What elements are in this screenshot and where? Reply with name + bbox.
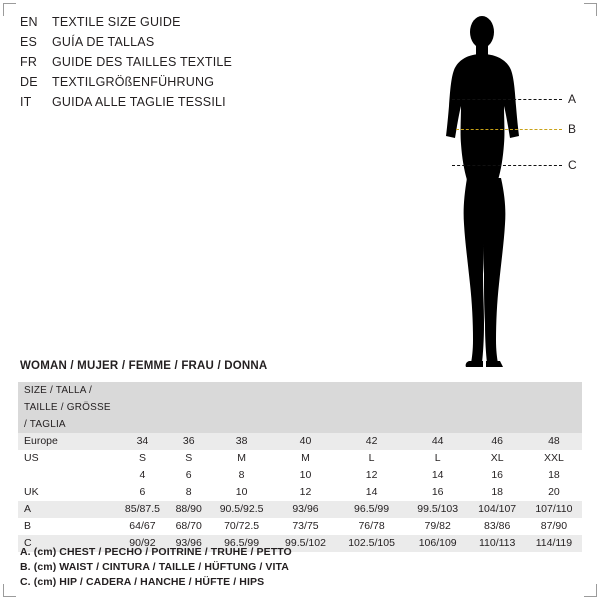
table-header-col-3 — [209, 382, 275, 433]
cell: XXL — [526, 450, 582, 467]
cell: 46 — [469, 433, 526, 450]
cell: 36 — [169, 433, 209, 450]
cell: 110/113 — [469, 535, 526, 552]
cell: 18 — [526, 467, 582, 484]
table-row — [18, 433, 582, 450]
language-code-de: DE — [20, 75, 38, 89]
cell: 6 — [169, 467, 209, 484]
hip-measure-label: C — [568, 158, 577, 172]
cell: L — [336, 450, 407, 467]
cell: 14 — [407, 467, 469, 484]
table-header-size-label: SIZE / TALLA / TAILLE / GRÖSSE / TAGLIA — [24, 385, 111, 430]
cell: 85/87.5 — [116, 501, 169, 518]
table-header-col-2 — [169, 382, 209, 433]
table-header-col-6 — [407, 382, 469, 433]
cell: 20 — [526, 484, 582, 501]
cell: 4 — [116, 467, 169, 484]
table-row — [18, 484, 582, 501]
cell: 12 — [336, 467, 407, 484]
language-title-list — [20, 15, 320, 115]
chest-measure-label: A — [568, 92, 577, 106]
cell: 34 — [116, 433, 169, 450]
measurement-legend — [20, 545, 440, 590]
cell: 16 — [407, 484, 469, 501]
cell: 96.5/99 — [336, 501, 407, 518]
cell: 12 — [275, 484, 337, 501]
language-row-fr — [20, 55, 320, 75]
row-label: UK — [18, 484, 116, 501]
cell: 8 — [169, 484, 209, 501]
language-title-fr: GUIDE DES TAILLES TEXTILE — [52, 55, 233, 69]
cell: S — [169, 450, 209, 467]
table-header-col-4 — [275, 382, 337, 433]
female-silhouette-icon — [420, 10, 590, 370]
row-label: C — [18, 535, 116, 552]
cell: 40 — [275, 433, 337, 450]
cell: XL — [469, 450, 526, 467]
table-row — [18, 518, 582, 535]
cell: 99.5/103 — [407, 501, 469, 518]
cell: 99.5/102 — [275, 535, 337, 552]
cell: 73/75 — [275, 518, 337, 535]
cell: 102.5/105 — [336, 535, 407, 552]
size-table — [18, 382, 582, 552]
row-label: B — [18, 518, 116, 535]
table-header-col-1 — [116, 382, 169, 433]
table-header-col-7 — [469, 382, 526, 433]
table-header-col-8 — [526, 382, 582, 433]
hip-measure-line — [452, 165, 562, 166]
table-row — [18, 467, 582, 484]
legend-chest: A. (cm) CHEST / PECHO / POITRINE / TRUHE / PETTO — [20, 546, 292, 558]
table-header-row — [18, 382, 582, 433]
section-title-woman: WOMAN / MUJER / FEMME / FRAU / DONNA — [20, 360, 268, 372]
cell: 114/119 — [526, 535, 582, 552]
language-row-it — [20, 95, 320, 115]
cell: 90.5/92.5 — [209, 501, 275, 518]
row-label: US — [18, 450, 116, 467]
language-title-it: GUIDA ALLE TAGLIE TESSILI — [52, 95, 226, 109]
cell: 68/70 — [169, 518, 209, 535]
cell: 18 — [469, 484, 526, 501]
cell: 83/86 — [469, 518, 526, 535]
language-title-en: TEXTILE SIZE GUIDE — [52, 15, 181, 29]
cell: 48 — [526, 433, 582, 450]
cell: 90/92 — [116, 535, 169, 552]
cell: M — [275, 450, 337, 467]
female-body-figure — [420, 10, 590, 370]
table-header-col-5 — [336, 382, 407, 433]
cell: 93/96 — [275, 501, 337, 518]
language-code-fr: FR — [20, 55, 38, 69]
corner-mark-top-left — [3, 3, 16, 16]
cell: 44 — [407, 433, 469, 450]
table-row — [18, 501, 582, 518]
cell: 14 — [336, 484, 407, 501]
chest-measure-line — [452, 99, 562, 100]
cell: 6 — [116, 484, 169, 501]
cell: 10 — [209, 484, 275, 501]
language-row-es — [20, 35, 320, 55]
cell: 106/109 — [407, 535, 469, 552]
cell: 93/96 — [169, 535, 209, 552]
cell: L — [407, 450, 469, 467]
language-title-de: TEXTILGRÖßENFÜHRUNG — [52, 75, 215, 89]
language-row-en — [20, 15, 320, 35]
corner-mark-bottom-left — [3, 584, 16, 597]
language-code-es: ES — [20, 35, 38, 49]
cell: 10 — [275, 467, 337, 484]
cell: M — [209, 450, 275, 467]
language-title-es: GUÍA DE TALLAS — [52, 35, 155, 49]
cell: 104/107 — [469, 501, 526, 518]
table-row — [18, 450, 582, 467]
cell: S — [116, 450, 169, 467]
row-label — [18, 467, 116, 484]
cell: 70/72.5 — [209, 518, 275, 535]
cell: 8 — [209, 467, 275, 484]
cell: 16 — [469, 467, 526, 484]
language-row-de — [20, 75, 320, 95]
cell: 87/90 — [526, 518, 582, 535]
cell: 88/90 — [169, 501, 209, 518]
row-label: A — [18, 501, 116, 518]
cell: 107/110 — [526, 501, 582, 518]
cell: 42 — [336, 433, 407, 450]
legend-hip: C. (cm) HIP / CADERA / HANCHE / HÜFTE / HIPS — [20, 576, 265, 588]
row-label: Europe — [18, 433, 116, 450]
waist-measure-line — [456, 129, 562, 130]
language-code-en: EN — [20, 15, 38, 29]
corner-mark-bottom-right — [584, 584, 597, 597]
waist-measure-label: B — [568, 122, 577, 136]
cell: 96.5/99 — [209, 535, 275, 552]
cell: 76/78 — [336, 518, 407, 535]
cell: 38 — [209, 433, 275, 450]
cell: 64/67 — [116, 518, 169, 535]
cell: 79/82 — [407, 518, 469, 535]
legend-waist: B. (cm) WAIST / CINTURA / TAILLE / HÜFTUNG / VITA — [20, 561, 289, 573]
language-code-it: IT — [20, 95, 32, 109]
